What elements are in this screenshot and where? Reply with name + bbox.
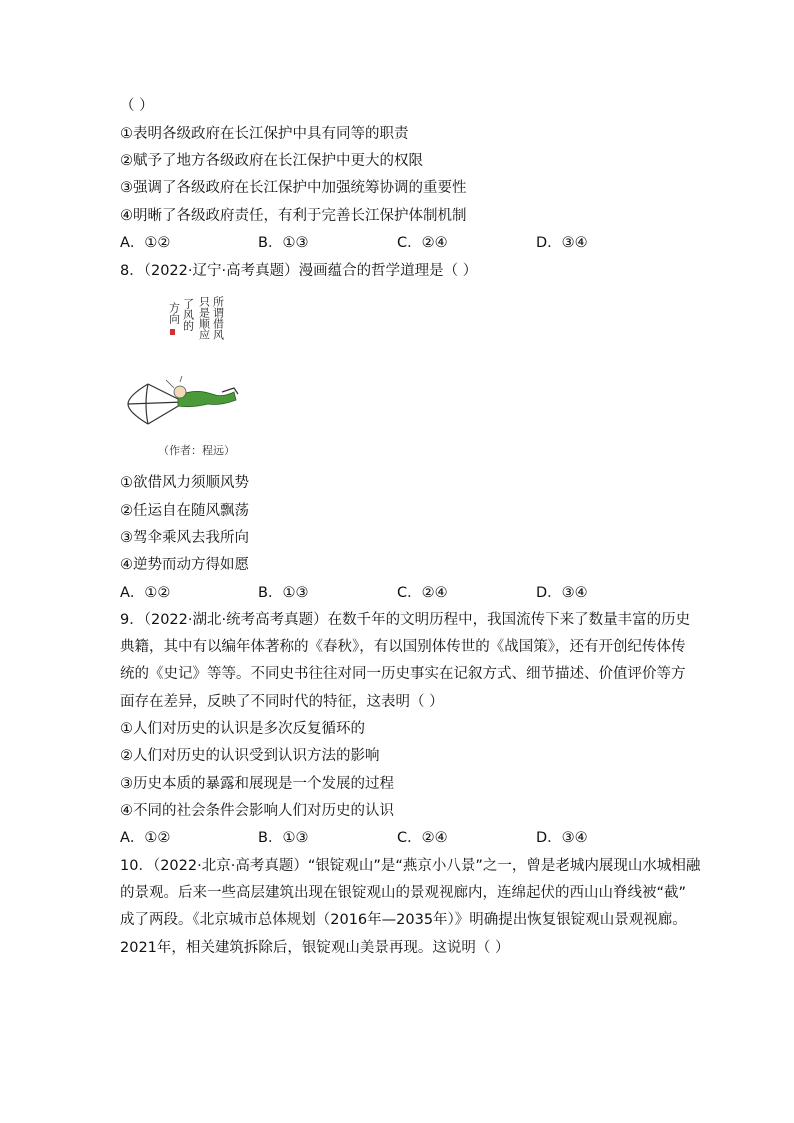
q9-choice-3: ③历史本质的暴露和展现是一个发展的过程 xyxy=(120,776,394,792)
q7-option-a: A．①② xyxy=(120,235,171,251)
q10-stem-line-2: 的景观。后来一些高层建筑出现在银锭观山的景观视廊内，连绵起伏的西山山脊线被“截” xyxy=(120,885,687,901)
cartoon-text-col-3: 了风的 xyxy=(181,298,195,331)
q7-bracket: （ ） xyxy=(120,98,154,114)
q9-stem-line-1: 9．（2022·湖北·统考高考真题）在数千年的文明历程中，我国流传下来了数量丰富的历史 xyxy=(120,612,691,628)
q7-choice-3: ③强调了各级政府在长江保护中加强统筹协调的重要性 xyxy=(120,180,467,196)
q8-options xyxy=(120,583,680,603)
q8-option-b: B．①③ xyxy=(258,585,309,601)
seal-stamp xyxy=(170,329,175,335)
cartoon-caption: （作者：程远） xyxy=(158,444,235,457)
q9-choice-1: ①人们对历史的认识是多次反复循环的 xyxy=(120,721,365,737)
q8-stem: 8．（2022·辽宁·高考真题）漫画蕴合的哲学道理是（ ） xyxy=(120,263,478,279)
cartoon-text-col-4: 方向 xyxy=(167,302,181,324)
q7-option-c: C．②④ xyxy=(397,235,448,251)
q9-stem-line-2: 典籍，其中有以编年体著称的《春秋》，有以国别体传世的《战国策》，还有开创纪传体传 xyxy=(120,639,686,655)
q9-option-b: B．①③ xyxy=(258,830,309,846)
q8-choice-4: ④逆势而动方得如愿 xyxy=(120,557,249,573)
cartoon-text-col-1: 所谓借风 xyxy=(211,296,225,340)
q8-option-c: C．②④ xyxy=(397,585,448,601)
q7-choice-1: ①表明各级政府在长江保护中具有同等的职责 xyxy=(120,126,409,142)
q8-choice-3: ③驾伞乘风去我所向 xyxy=(120,530,249,546)
q8-choice-2: ②任运自在随风飘荡 xyxy=(120,503,249,519)
q9-option-a: A．①② xyxy=(120,830,171,846)
cartoon-image xyxy=(122,284,242,456)
q7-option-b: B．①③ xyxy=(258,235,309,251)
q9-option-c: C．②④ xyxy=(397,830,448,846)
q8-choice-1: ①欲借风力须顺风势 xyxy=(120,475,249,491)
q9-option-d: D．③④ xyxy=(536,830,588,846)
q7-option-d: D．③④ xyxy=(536,235,588,251)
q7-choice-4: ④明晰了各级政府责任，有利于完善长江保护体制机制 xyxy=(120,208,467,224)
q9-stem-line-4: 面存在差异，反映了不同时代的特征，这表明（ ） xyxy=(120,694,444,710)
q10-stem-line-4: 2021年，相关建筑拆除后，银锭观山美景再现。这说明（ ） xyxy=(120,940,510,956)
q8-option-d: D．③④ xyxy=(536,585,588,601)
q7-choice-2: ②赋予了地方各级政府在长江保护中更大的权限 xyxy=(120,153,423,169)
q10-stem-line-3: 成了两段。《北京城市总体规划（2016年—2035年）》明确提出恢复银锭观山景观视廊。 xyxy=(120,912,687,928)
q9-choice-2: ②人们对历史的认识受到认识方法的影响 xyxy=(120,748,380,764)
q8-option-a: A．①② xyxy=(120,585,171,601)
q10-stem-line-1: 10．（2022·北京·高考真题）“银锭观山”是“燕京小八景”之一，曾是老城内展现山水城相融 xyxy=(120,858,701,874)
q9-choice-4: ④不同的社会条件会影响人们对历史的认识 xyxy=(120,803,394,819)
q7-options xyxy=(120,233,680,253)
q9-stem-line-3: 统的《史记》等等。不同史书往往对同一历史事实在记叙方式、细节描述、价值评价等方 xyxy=(120,666,686,682)
q9-options xyxy=(120,828,680,848)
cartoon-handwriting xyxy=(168,296,225,341)
cartoon-text-col-2: 只是顺应 xyxy=(197,296,211,340)
